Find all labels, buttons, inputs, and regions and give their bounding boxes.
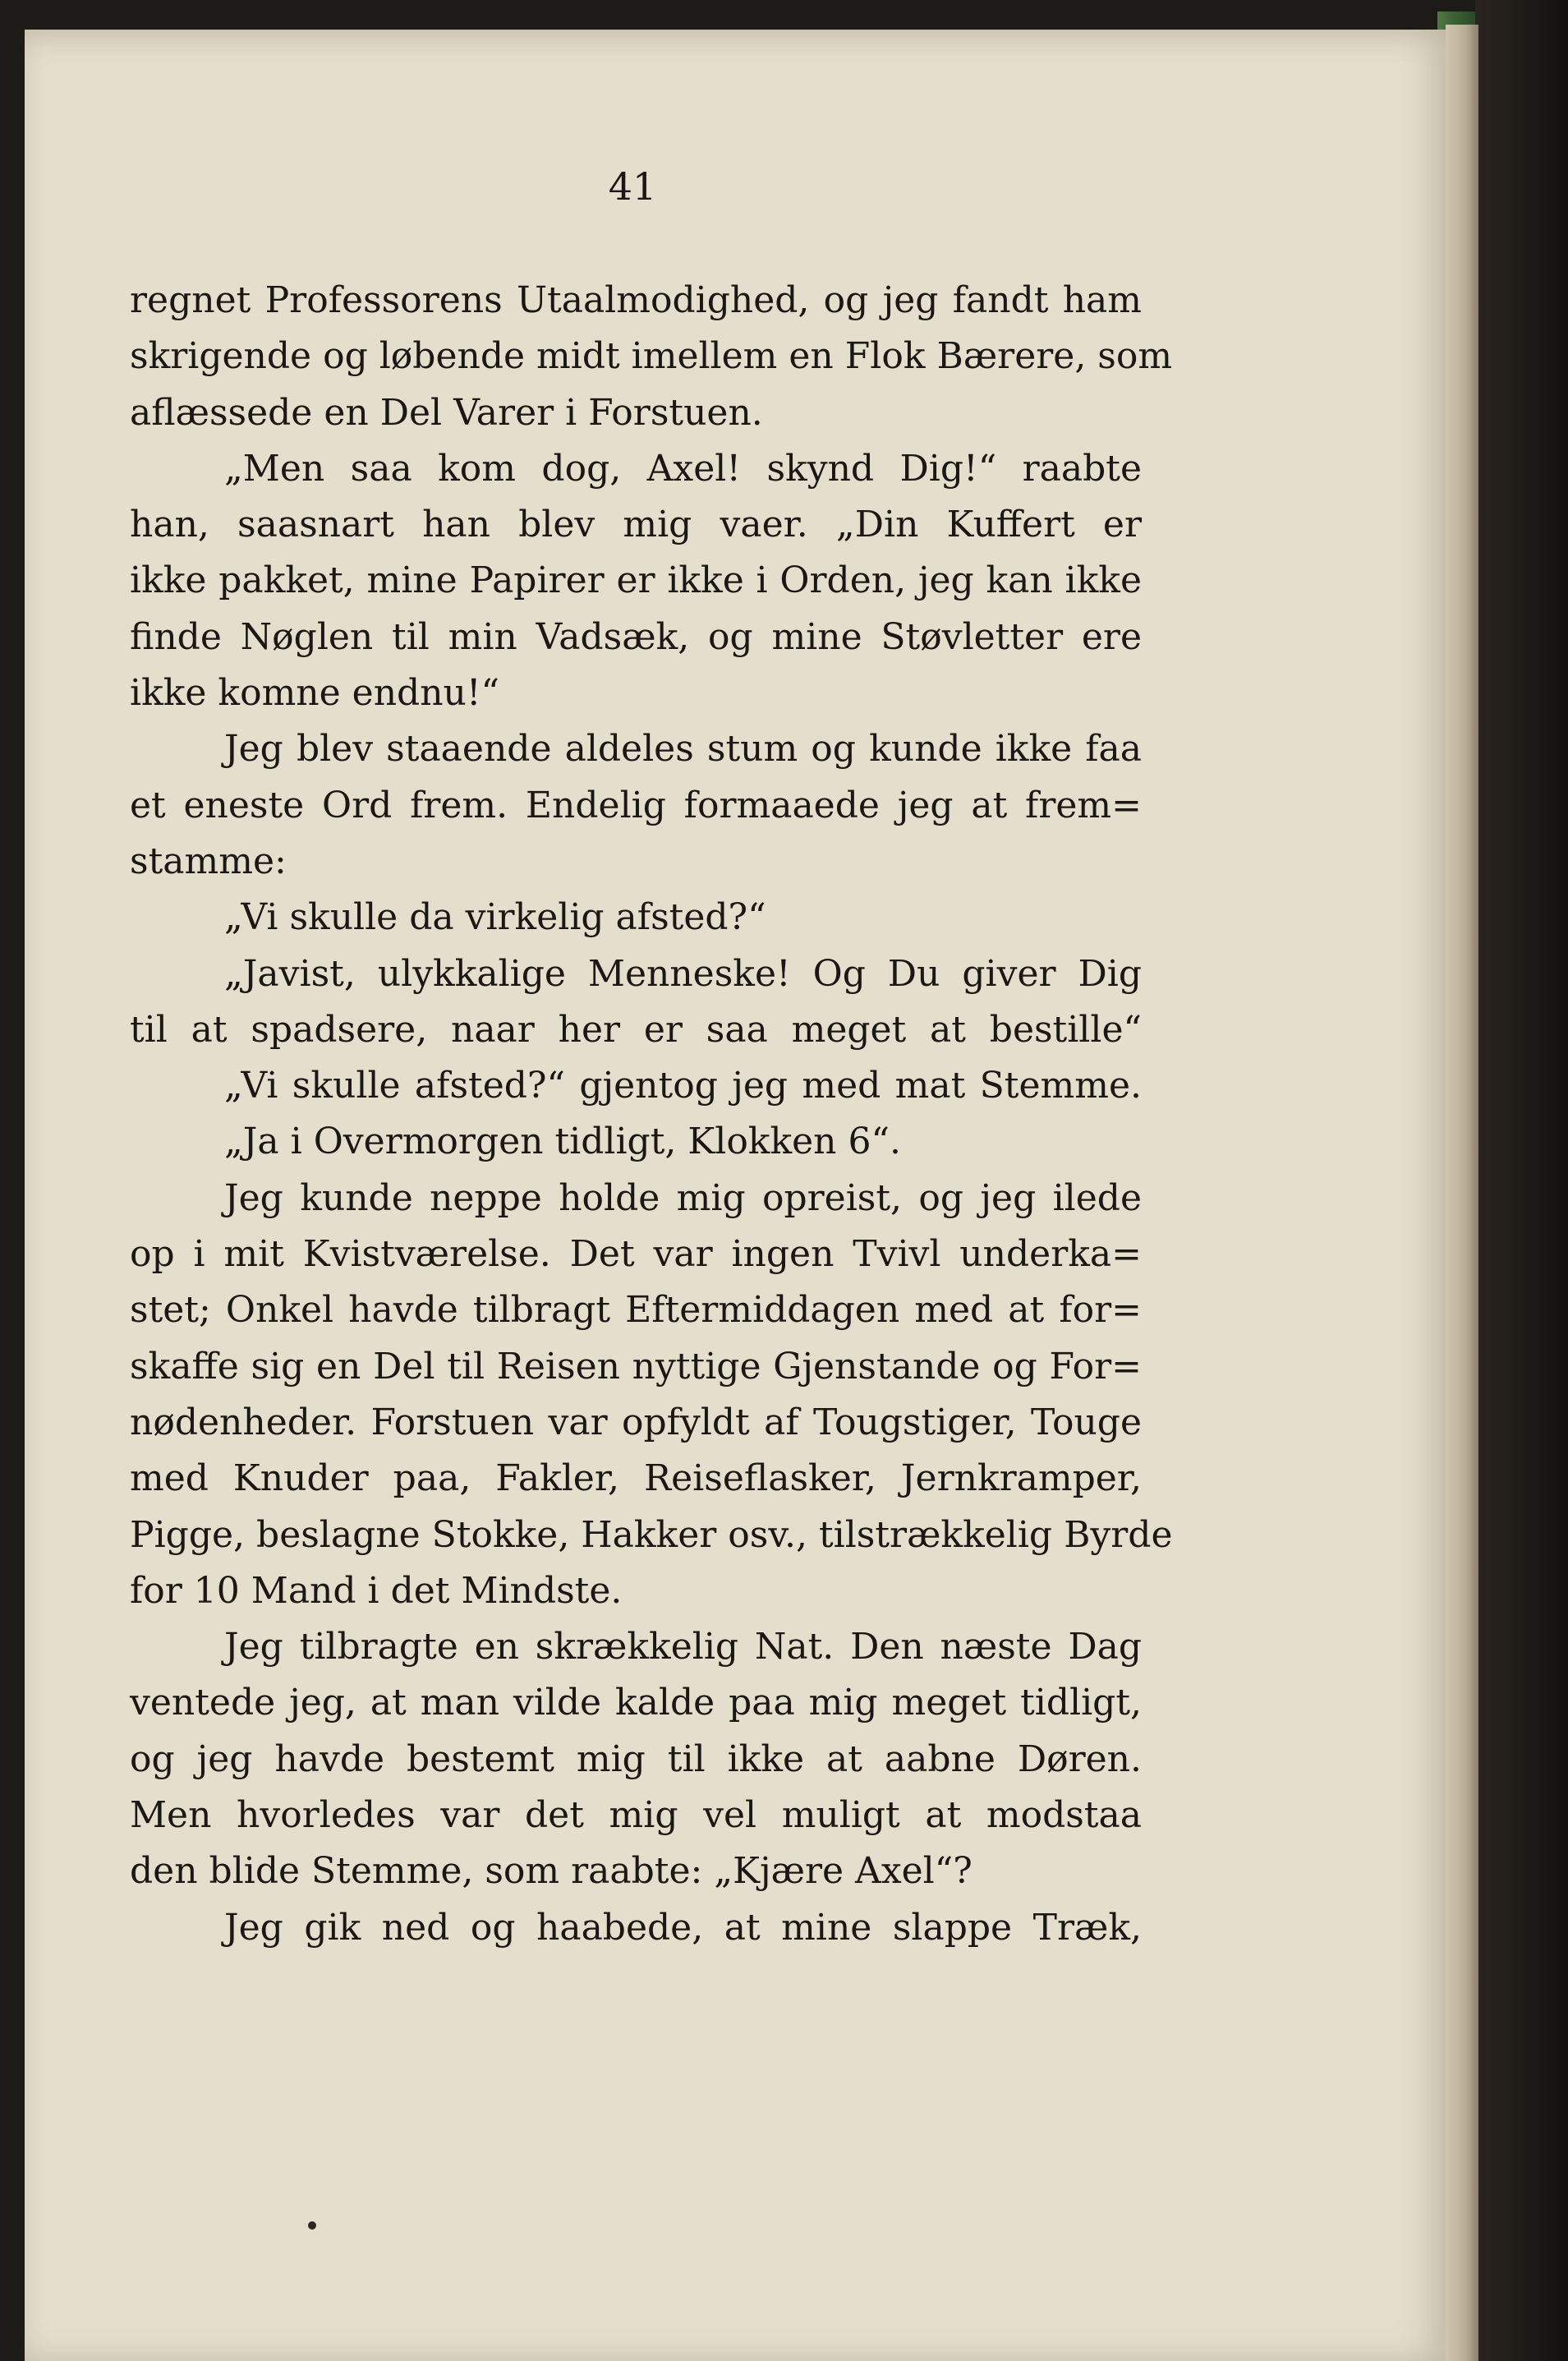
page-edge-shadow — [1446, 25, 1478, 2361]
text-line: til at spadsere, naar her er saa meget at bestille“ — [130, 1008, 1142, 1051]
text-line: ikke komne endnu!“ — [130, 672, 500, 715]
text-line: stet; Onkel havde tilbragt Eftermiddagen med at for= — [130, 1289, 1142, 1332]
text-line: ikke pakket, mine Papirer er ikke i Orden, jeg kan ikke — [130, 559, 1142, 602]
text-line: for 10 Mand i det Mindste. — [130, 1569, 623, 1612]
text-line: han, saasnart han blev mig vaer. „Din Kuffert er — [130, 504, 1142, 546]
text-line: finde Nøglen til min Vadsæk, og mine Støvletter ere — [130, 615, 1142, 658]
text-line: ventede jeg, at man vilde kalde paa mig meget tidligt, — [130, 1682, 1142, 1724]
text-line: med Knuder paa, Fakler, Reiseflasker, Jernkramper, — [130, 1457, 1142, 1500]
text-line: Jeg blev staaende aldeles stum og kunde ikke faa — [224, 728, 1142, 771]
text-line: „Javist, ulykkalige Menneske! Og Du giver Dig — [224, 952, 1142, 995]
text-line: „Ja i Overmorgen tidligt, Klokken 6“. — [224, 1121, 901, 1163]
text-line: og jeg havde bestemt mig til ikke at aabne Døren. — [130, 1737, 1142, 1780]
book-cover-edge — [1475, 0, 1568, 2361]
text-line: Jeg kunde neppe holde mig opreist, og jeg ilede — [224, 1176, 1142, 1219]
body-text — [130, 273, 1173, 1956]
text-line: „Vi skulle afsted?“ gjentog jeg med mat Stemme. — [224, 1065, 1142, 1107]
page-number: 41 — [608, 164, 657, 209]
text-line: op i mit Kvistværelse. Det var ingen Tvivl underka= — [130, 1233, 1142, 1276]
text-line: skrigende og løbende midt imellem en Flok Bærere, som — [130, 335, 1173, 378]
text-line: regnet Professorens Utaalmodighed, og jeg fandt ham — [130, 279, 1142, 321]
text-line: Jeg tilbragte en skrækkelig Nat. Den næste Dag — [224, 1626, 1142, 1668]
text-line: Pigge, beslagne Stokke, Hakker osv., tilstrækkelig Byrde — [130, 1513, 1173, 1556]
text-line: skaffe sig en Del til Reisen nyttige Gjenstande og For= — [130, 1345, 1142, 1388]
text-line: aflæssede en Del Varer i Forstuen. — [130, 391, 763, 434]
ink-speck — [308, 2221, 316, 2230]
text-line: nødenheder. Forstuen var opfyldt af Tougstiger, Touge — [130, 1401, 1142, 1443]
text-line: Men hvorledes var det mig vel muligt at modstaa — [130, 1794, 1142, 1837]
text-line: „Men saa kom dog, Axel! skynd Dig!“ raabte — [224, 447, 1142, 490]
text-line: stamme: — [130, 840, 287, 882]
text-line: den blide Stemme, som raabte: „Kjære Axel“? — [130, 1850, 973, 1893]
text-line: Jeg gik ned og haabede, at mine slappe Træk, — [224, 1906, 1142, 1949]
text-line: et eneste Ord frem. Endelig formaaede jeg at frem= — [130, 784, 1142, 826]
text-line: „Vi skulle da virkelig afsted?“ — [224, 896, 766, 939]
